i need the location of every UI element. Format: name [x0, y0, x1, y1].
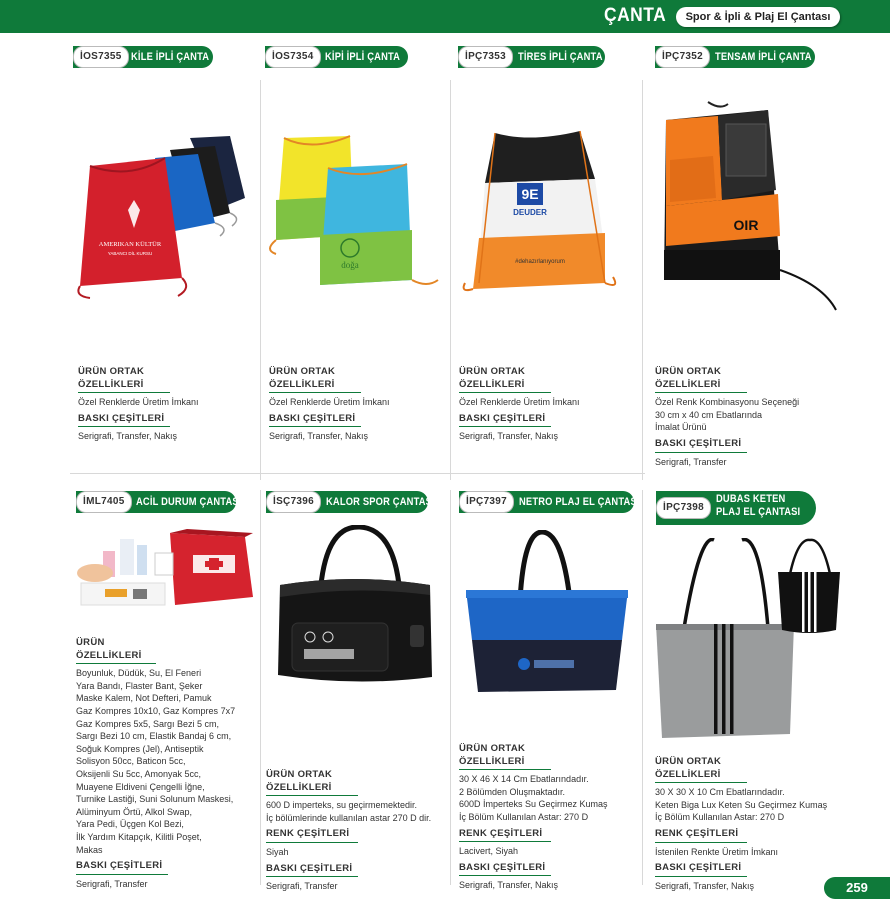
spec-line: İç Bölüm Kullanılan Astar: 270 D [655, 812, 785, 823]
product-image-tires [455, 123, 635, 298]
spec-line: Serigrafi, Transfer, Nakış [459, 880, 559, 891]
spec-heading: BASKI ÇEŞİTLERİ [655, 862, 747, 877]
product-image-dubas [652, 538, 842, 743]
spec-line: Serigrafi, Transfer [76, 878, 148, 889]
spec-line: İstenilen Renkte Üretim İmkanı [655, 846, 779, 857]
column-divider [260, 80, 261, 480]
product-code: İPÇ7398 [656, 497, 711, 519]
product-image-acil [75, 525, 255, 615]
product-name: TENSAM İPLİ ÇANTA [715, 51, 812, 63]
spec-line: Solisyon 50cc, Baticon 5cc, [76, 756, 186, 767]
spec-line: Özel Renklerde Üretim İmkanı [269, 397, 390, 408]
spec-line: Soğuk Kompres (Jel), Antiseptik [76, 743, 204, 754]
spec-heading: ÜRÜN ORTAK ÖZELLİKLERİ [655, 756, 747, 783]
spec-line: Maske Kalem, Not Defteri, Pamuk [76, 693, 212, 704]
tires-brand: DEUDER [513, 208, 547, 217]
product-code: İPÇ7352 [655, 46, 710, 68]
product-image-kalor [270, 525, 440, 700]
product-name: NETRO PLAJ EL ÇANTASI [519, 496, 640, 508]
spec-line: Serigrafi, Transfer, Nakış [459, 431, 559, 442]
svg-text:9E: 9E [521, 186, 539, 202]
spec-line: Boyunluk, Düdük, Su, El Feneri [76, 668, 202, 679]
spec-line: Serigrafi, Transfer, Nakış [655, 880, 755, 891]
spec-line: 30 X 46 X 14 Cm Ebatlarındadır. [459, 774, 589, 785]
spec-heading: RENK ÇEŞİTLERİ [266, 828, 358, 843]
product-specs [459, 743, 639, 892]
product-image-kile [70, 128, 255, 303]
tensam-brand: OIR [733, 217, 759, 233]
kipi-brand: doğa [341, 260, 359, 270]
product-code: İPÇ7353 [458, 46, 513, 68]
spec-line: İmalat Ürünü [655, 422, 707, 433]
spec-line: Yara Pedi, Üçgen Kol Bezi, [76, 819, 184, 830]
product-code: İML7405 [76, 491, 132, 513]
spec-heading: ÜRÜN ORTAK ÖZELLİKLERİ [266, 769, 358, 796]
spec-heading: BASKI ÇEŞİTLERİ [76, 860, 168, 875]
column-divider [642, 490, 643, 885]
product-tag [76, 491, 242, 513]
spec-heading: ÜRÜN ÖZELLİKLERİ [76, 637, 156, 664]
kile-sub: YABANCI DİL KURSU [107, 251, 153, 256]
spec-line: Serigrafi, Transfer, Nakış [269, 431, 369, 442]
spec-heading: BASKI ÇEŞİTLERİ [459, 413, 551, 428]
product-name: KALOR SPOR ÇANTASI [326, 496, 435, 508]
spec-line: 600 D imperteks, su geçirmemektedir. [266, 800, 418, 811]
spec-line: Alüminyum Örtü, Alkol Swap, [76, 806, 193, 817]
spec-line: Gaz Kompres 10x10, Gaz Kompres 7x7 [76, 705, 236, 716]
product-name: TİRES İPLİ ÇANTA [518, 51, 603, 63]
product-tag [656, 491, 816, 525]
product-tag [266, 491, 435, 513]
product-code: İOS7354 [265, 46, 321, 68]
spec-heading: ÜRÜN ORTAK ÖZELLİKLERİ [459, 366, 551, 393]
product-specs [266, 769, 448, 893]
spec-line: Özel Renk Kombinasyonu Seçeneği [655, 397, 800, 408]
spec-heading: BASKI ÇEŞİTLERİ [459, 862, 551, 877]
spec-line: Gaz Kompres 5x5, Sargı Bezi 5 cm, [76, 718, 220, 729]
product-tag [265, 46, 408, 68]
spec-line: Muayene Eldiveni Çengelli İğne, [76, 781, 205, 792]
spec-line: Keten Biga Lux Keten Su Geçirmez Kumaş [655, 799, 828, 810]
spec-heading: ÜRÜN ORTAK ÖZELLİKLERİ [78, 366, 170, 393]
page-number: 259 [824, 877, 890, 899]
product-tag [73, 46, 213, 68]
product-specs [78, 366, 258, 443]
spec-line: Oksijenli Su 5cc, Amonyak 5cc, [76, 768, 202, 779]
spec-line: 600D İmperteks Su Geçirmez Kumaş [459, 799, 608, 810]
spec-line: Makas [76, 844, 103, 855]
spec-heading: ÜRÜN ORTAK ÖZELLİKLERİ [269, 366, 361, 393]
spec-line: Turnike Lastiği, Suni Solunum Maskesi, [76, 794, 234, 805]
spec-line: Yara Bandı, Flaster Bant, Şeker [76, 680, 203, 691]
row-divider [70, 473, 645, 474]
kile-brand: AMERIKAN KÜLTÜR [98, 241, 162, 248]
product-code: İOS7355 [73, 46, 129, 68]
spec-heading: ÜRÜN ORTAK ÖZELLİKLERİ [459, 743, 551, 770]
spec-line: Siyah [266, 846, 289, 857]
product-image-kipi [262, 130, 447, 295]
product-specs [655, 756, 833, 892]
spec-heading: BASKI ÇEŞİTLERİ [266, 863, 358, 878]
product-code: İPÇ7397 [459, 491, 514, 513]
spec-line: İlk Yardım Kitapçık, Kilitli Poşet, [76, 831, 202, 842]
product-name: KİLE İPLİ ÇANTA [131, 51, 210, 63]
spec-line: Serigrafi, Transfer [655, 456, 727, 467]
spec-line: Özel Renklerde Üretim İmkanı [459, 397, 580, 408]
product-tag [655, 46, 815, 68]
category-pill: Spor & İpli & Plaj El Çantası [676, 7, 840, 27]
column-divider [450, 80, 451, 480]
product-specs [459, 366, 639, 443]
spec-heading: RENK ÇEŞİTLERİ [655, 828, 747, 843]
product-tag [459, 491, 640, 513]
spec-line: Serigrafi, Transfer, Nakış [78, 431, 178, 442]
product-name: ACİL DURUM ÇANTASI [136, 496, 242, 508]
product-specs [655, 366, 835, 468]
product-name: DUBAS KETEN PLAJ EL ÇANTASI [716, 493, 801, 518]
spec-line: İç bölümlerinde kullanılan astar 270 D dir. [266, 812, 432, 823]
spec-line: İç Bölüm Kullanılan Astar: 270 D [459, 811, 589, 822]
spec-heading: BASKI ÇEŞİTLERİ [655, 438, 747, 453]
spec-line: Lacivert, Siyah [459, 846, 519, 857]
tires-tag: #dehazırlanıyorum [515, 259, 565, 265]
spec-line: Özel Renklerde Üretim İmkanı [78, 397, 199, 408]
product-specs [269, 366, 449, 443]
spec-line: 30 cm x 40 cm Ebatlarında [655, 409, 763, 420]
spec-line: Serigrafi, Transfer [266, 881, 338, 892]
column-divider [450, 490, 451, 885]
spec-heading: BASKI ÇEŞİTLERİ [78, 413, 170, 428]
column-divider [642, 80, 643, 480]
product-name: KİPİ İPLİ ÇANTA [325, 51, 401, 63]
product-tag [458, 46, 605, 68]
spec-heading: BASKI ÇEŞİTLERİ [269, 413, 361, 428]
page-title: ÇANTA [604, 5, 667, 26]
spec-heading: RENK ÇEŞİTLERİ [459, 828, 551, 843]
product-image-tensam [658, 100, 843, 315]
product-specs [76, 637, 261, 890]
spec-line: Sargı Bezi 10 cm, Elastik Bandaj 6 cm, [76, 731, 232, 742]
spec-heading: ÜRÜN ORTAK ÖZELLİKLERİ [655, 366, 747, 393]
spec-line: 30 X 30 X 10 Cm Ebatlarındadır. [655, 787, 785, 798]
product-code: İSÇ7396 [266, 491, 321, 513]
product-image-netro [462, 530, 632, 700]
spec-line: 2 Bölümden Oluşmaktadır. [459, 786, 566, 797]
